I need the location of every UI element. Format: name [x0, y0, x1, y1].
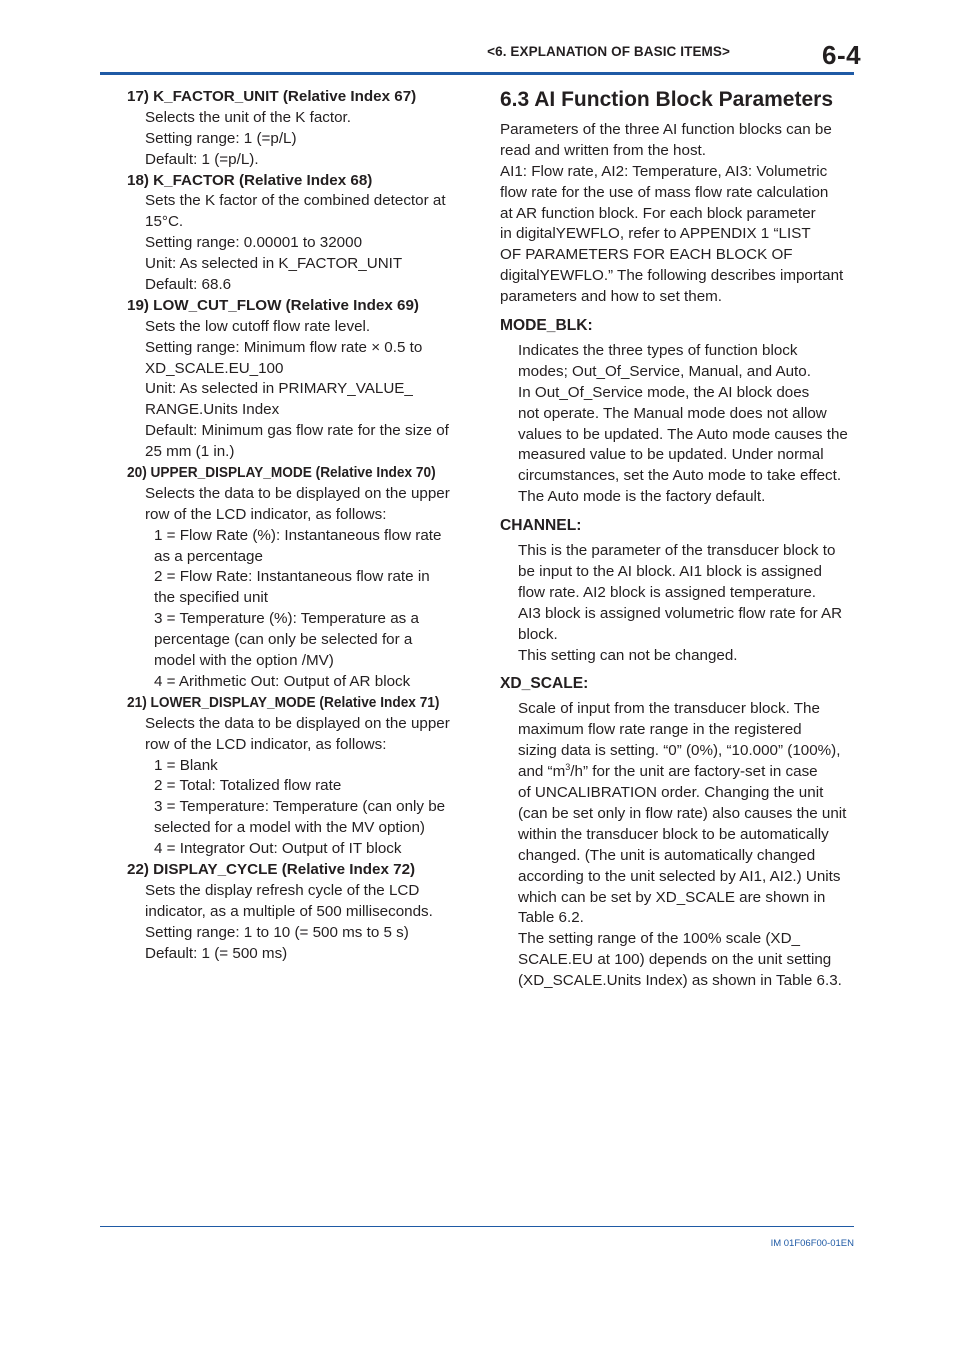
param-title: 20) UPPER_DISPLAY_MODE (Relative Index 70): [127, 464, 436, 482]
param-line: maximum flow rate range in the registered: [518, 721, 802, 739]
param-line: within the transducer block to be automatically: [518, 825, 829, 843]
param-line: (can be set only in flow rate) also causes the unit: [518, 804, 847, 822]
intro-line: in digitalYEWFLO, refer to APPENDIX 1 “LIST: [500, 225, 811, 243]
option-line: model with the option /MV): [154, 652, 334, 670]
left-column: [127, 87, 467, 964]
param-line: Setting range: 0.00001 to 32000: [145, 234, 363, 252]
option-line: 2 = Flow Rate: Instantaneous flow rate in: [154, 568, 430, 586]
param-channel: [500, 515, 856, 666]
page-number: 6-4: [822, 40, 862, 70]
param-k-factor: [127, 171, 467, 296]
param-lower-display-mode: [127, 693, 467, 860]
unit-superscript: 3: [565, 762, 571, 773]
section-title: 6.3 AI Function Block Parameters: [500, 88, 833, 111]
param-line: Setting range: 1 (=p/L): [145, 129, 297, 147]
param-line: values to be updated. The Auto mode causes the: [518, 425, 848, 443]
param-title: 21) LOWER_DISPLAY_MODE (Relative Index 71): [127, 693, 440, 711]
param-line: SCALE.EU at 100) depends on the unit setting: [518, 951, 832, 969]
intro-line: OF PARAMETERS FOR EACH BLOCK OF: [500, 246, 793, 264]
param-line: This setting can not be changed.: [518, 646, 738, 664]
intro-line: Parameters of the three AI function blocks can be: [500, 121, 832, 138]
param-line: row of the LCD indicator, as follows:: [145, 735, 387, 753]
param-line: Default: 68.6: [145, 276, 232, 294]
param-display-cycle: [127, 860, 467, 964]
param-line: Unit: As selected in K_FACTOR_UNIT: [145, 255, 403, 273]
intro-line: AI1: Flow rate, AI2: Temperature, AI3: Volumetric: [500, 162, 828, 180]
param-line: Sets the display refresh cycle of the LCD: [145, 881, 420, 899]
param-title: 18) K_FACTOR (Relative Index 68): [127, 171, 373, 189]
param-line: flow rate. AI2 block is assigned temperature.: [518, 583, 816, 601]
intro-line: flow rate for the use of mass flow rate calculation: [500, 183, 829, 201]
intro-paragraph: [500, 120, 856, 308]
param-line: RANGE.Units Index: [145, 401, 280, 419]
param-mode-blk: [500, 315, 856, 508]
option-line: the specified unit: [154, 589, 268, 607]
param-line: changed. (The unit is automatically changed: [518, 846, 816, 864]
intro-line: at AR function block. For each block parameter: [500, 204, 816, 222]
param-low-cut-flow: [127, 296, 467, 463]
param-line: Unit: As selected in PRIMARY_VALUE_: [145, 380, 413, 398]
param-title: MODE_BLK:: [500, 317, 593, 335]
param-title: CHANNEL:: [500, 517, 582, 535]
unit-text-before: and “m: [518, 763, 566, 781]
option-line: 1 = Blank: [154, 756, 218, 774]
option-line: percentage (can only be selected for a: [154, 631, 413, 649]
param-title: 19) LOW_CUT_FLOW (Relative Index 69): [127, 296, 419, 314]
param-line: Default: Minimum gas flow rate for the size of: [145, 422, 449, 440]
param-line: which can be set by XD_SCALE are shown in: [518, 888, 826, 906]
footer-rule: [100, 1226, 854, 1227]
param-line: Selects the data to be displayed on the upper: [145, 714, 450, 732]
param-line: row of the LCD indicator, as follows:: [145, 505, 387, 523]
param-line: not operate. The Manual mode does not allow: [518, 404, 827, 422]
param-line: be input to the AI block. AI1 block is assigned: [518, 563, 822, 581]
param-title: 17) K_FACTOR_UNIT (Relative Index 67): [127, 88, 417, 105]
option-line: 4 = Integrator Out: Output of IT block: [154, 840, 402, 858]
intro-line: digitalYEWFLO.” The following describes important: [500, 267, 844, 285]
unit-text-after: /h” for the unit are factory-set in case: [570, 763, 818, 781]
param-line: Indicates the three types of function block: [518, 342, 798, 360]
option-line: selected for a model with the MV option): [154, 819, 425, 837]
intro-line: parameters and how to set them.: [500, 288, 723, 306]
param-line: Setting range: Minimum flow rate × 0.5 to: [145, 338, 423, 356]
param-line: AI3 block is assigned volumetric flow rate for AR: [518, 604, 843, 622]
param-line: according to the unit selected by AI1, AI2.) Units: [518, 867, 841, 885]
param-line: Scale of input from the transducer block. The: [518, 700, 820, 718]
option-line: 4 = Arithmetic Out: Output of AR block: [154, 672, 411, 690]
option-line: 3 = Temperature: Temperature (can only be: [154, 798, 446, 816]
param-line: block.: [518, 625, 558, 643]
section-header-text: <6. EXPLANATION OF BASIC ITEMS>: [487, 44, 730, 59]
param-line: 15°C.: [145, 213, 184, 231]
param-title: XD_SCALE:: [500, 675, 589, 693]
param-line: This is the parameter of the transducer block to: [518, 542, 836, 560]
param-line: Sets the low cutoff flow rate level.: [145, 317, 371, 335]
param-line: Default: 1 (= 500 ms): [145, 944, 288, 962]
param-line: 25 mm (1 in.): [145, 443, 235, 461]
param-line: indicator, as a multiple of 500 milliseconds.: [145, 902, 433, 920]
param-line: modes; Out_Of_Service, Manual, and Auto.: [518, 362, 811, 380]
param-title: 22) DISPLAY_CYCLE (Relative Index 72): [127, 860, 416, 878]
param-line: circumstances, set the Auto mode to take effect.: [518, 467, 842, 485]
param-line: Selects the unit of the K factor.: [145, 108, 351, 126]
right-column: [500, 87, 856, 992]
option-line: as a percentage: [154, 547, 263, 565]
param-line-unit: [500, 762, 856, 783]
param-line: Sets the K factor of the combined detector at: [145, 192, 446, 210]
param-line: The setting range of the 100% scale (XD_: [518, 930, 800, 948]
option-line: 2 = Total: Totalized flow rate: [154, 777, 342, 795]
param-line: Default: 1 (=p/L).: [145, 150, 259, 168]
param-line: measured value to be updated. Under normal: [518, 446, 824, 464]
param-line: In Out_Of_Service mode, the AI block does: [518, 383, 810, 401]
document-id: IM 01F06F00-01EN: [770, 1238, 854, 1249]
option-line: 1 = Flow Rate (%): Instantaneous flow rate: [154, 526, 442, 544]
param-line: Setting range: 1 to 10 (= 500 ms to 5 s): [145, 923, 409, 941]
param-line: of UNCALIBRATION order. Changing the unit: [518, 784, 824, 802]
option-line: 3 = Temperature (%): Temperature as a: [154, 610, 419, 628]
param-upper-display-mode: [127, 463, 467, 693]
param-k-factor-unit: [127, 87, 467, 171]
param-line: (XD_SCALE.Units Index) as shown in Table 6.3.: [518, 972, 842, 990]
param-xd-scale: [500, 673, 856, 991]
header-rule: [100, 72, 854, 75]
intro-line: read and written from the host.: [500, 141, 706, 159]
param-line: The Auto mode is the factory default.: [518, 488, 766, 506]
param-line: Table 6.2.: [518, 909, 584, 927]
param-line: sizing data is setting. “0” (0%), “10.000” (100%),: [518, 742, 841, 760]
param-line: Selects the data to be displayed on the upper: [145, 484, 450, 502]
param-line: XD_SCALE.EU_100: [145, 359, 284, 377]
